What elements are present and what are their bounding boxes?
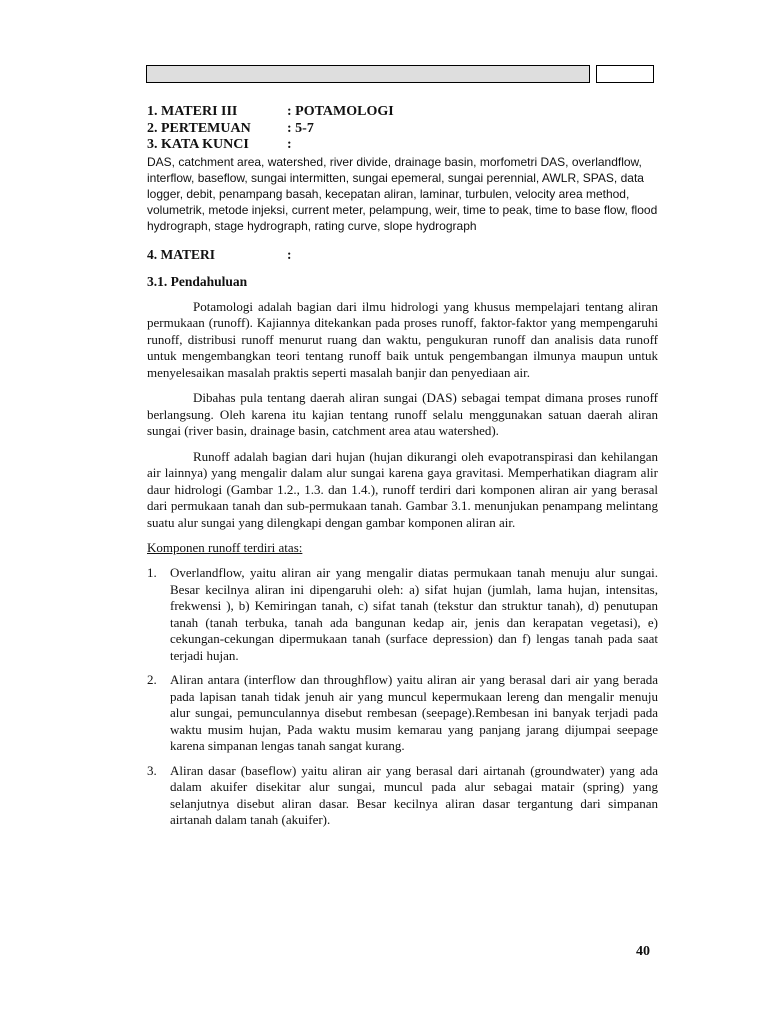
meta-row-kata-kunci xyxy=(147,137,658,154)
page-content xyxy=(147,104,658,837)
header-bar xyxy=(146,65,590,83)
pertemuan-value: : 5-7 xyxy=(287,120,314,136)
meta-block xyxy=(147,104,658,154)
list-number: 1. xyxy=(147,565,157,580)
section-heading xyxy=(147,247,658,263)
list-item xyxy=(147,565,658,664)
komponen-list xyxy=(147,565,658,829)
list-text: Overlandflow, yaitu aliran air yang mengalir diatas permukaan tanah menuju alur sungai. Besar kecilnya aliran ini dipengaruhi oleh: a) sifat hujan (jumlah, lama hujan, intensitas, frekwensi ), b) Kemiringan tanah, c) sifat tanah (tekstur dan struktur tanah), d) penutupan tanah (tanah terbuka, tanah ada bangunan kedap air, jenis dan kerapatan vegetasi), e) cekungan-cekungan dipermukaan tanah (surface depression) dan f) lengas tanah pada saat terjadi hujan. xyxy=(170,565,658,663)
pertemuan-label: 2. PERTEMUAN xyxy=(147,120,251,136)
subsection-heading: 3.1. Pendahuluan xyxy=(147,273,248,289)
keywords: DAS, catchment area, watershed, river divide, drainage basin, morfometri DAS, overlandflow, interflow, baseflow, sungai intermitten, sungai epemeral, sungai perennial, AWLR, SPAS, data logger, debit, penampang basah, kecepatan aliran, laminar, turbulen, velocity area method, volumetrik, metode injeksi, current meter, pelampung, weir, time to peak, time to base flow, flood hydrograph, stage hydrograph, rating curve, slope hydrograph xyxy=(147,154,658,233)
paragraph-1: Potamologi adalah bagian dari ilmu hidrologi yang khusus mempelajari tentang aliran permukaan (runoff). Kajiannya ditekankan pada proses runoff, faktor-faktor yang mempengaruhi runoff, distribusi runoff menurut ruang dan waktu, pengukuran runoff dan analisis data runoff untuk mengembangkan teori tentang runoff baik untuk pengembangan ilmunya maupun untuk menyelesaikan masalah praktis seperti masalah banjir dan penyediaan air. xyxy=(147,298,658,380)
list-text: Aliran dasar (baseflow) yaitu aliran air yang berasal dari airtanah (groundwater) yang ada dalam akuifer disekitar alur sungai, muncul pada alur sebagai matair (spring) yang selanjutnya disebut aliran dasar. Besar kecilnya aliran dasar tergantung dari simpanan airtanah dalam tanah (akuifer). xyxy=(170,762,658,827)
paragraph-2: Dibahas pula tentang daerah aliran sungai (DAS) sebagai tempat dimana proses runoff berlangsung. Oleh karena itu kajian tentang runoff selalu menggunakan satuan daerah aliran sungai (river basin, drainage basin, catchment area atau watershed). xyxy=(147,390,658,438)
paragraph-3: Runoff adalah bagian dari hujan (hujan dikurangi oleh evapotranspirasi dan kehilangan air lainnya) yang mengalir dalam alur sungai karena gaya gravitasi. Memperhatikan diagram alir daur hidrologi (Gambar 1.2., 1.3. dan 1.4.), runoff terdiri dari komponen aliran air yang berasal dari permukaan tanah dan sub-permukaan tanah. Gambar 3.1. menunjukan penampang melintang suatu alur sungai yang dilengkapi dengan gambar komponen aliran air. xyxy=(147,448,658,530)
list-item xyxy=(147,672,658,755)
materi-label: 1. MATERI III xyxy=(147,104,238,119)
section-label: 4. MATERI xyxy=(147,246,216,262)
meta-row-pertemuan xyxy=(147,121,658,138)
kata-kunci-label: 3. KATA KUNCI xyxy=(147,137,249,152)
meta-row-materi xyxy=(147,104,658,121)
list-number: 3. xyxy=(147,762,157,778)
page-number: 40 xyxy=(636,944,650,959)
materi-value: : POTAMOLOGI xyxy=(287,104,394,119)
list-text: Aliran antara (interflow dan throughflow) yaitu aliran air yang berasal dari air yang berada pada lapisan tanah tidak jenuh air yang muncul kepermukaan lereng dan mengalir menuju alur sungai, pemunculannya disebut rembesan (seepage).Rembesan ini banyak terjadi pada waktu musim hujan, Pada waktu musim kemarau yang panjang jarang dijumpai seepage karena simpanan lengas tanah sangat kurang. xyxy=(170,672,658,753)
section-value: : xyxy=(287,246,292,262)
header-box xyxy=(596,65,654,83)
komponen-heading: Komponen runoff terdiri atas: xyxy=(147,540,303,555)
list-number: 2. xyxy=(147,672,157,687)
list-item xyxy=(147,763,658,829)
kata-kunci-value: : xyxy=(287,137,292,152)
